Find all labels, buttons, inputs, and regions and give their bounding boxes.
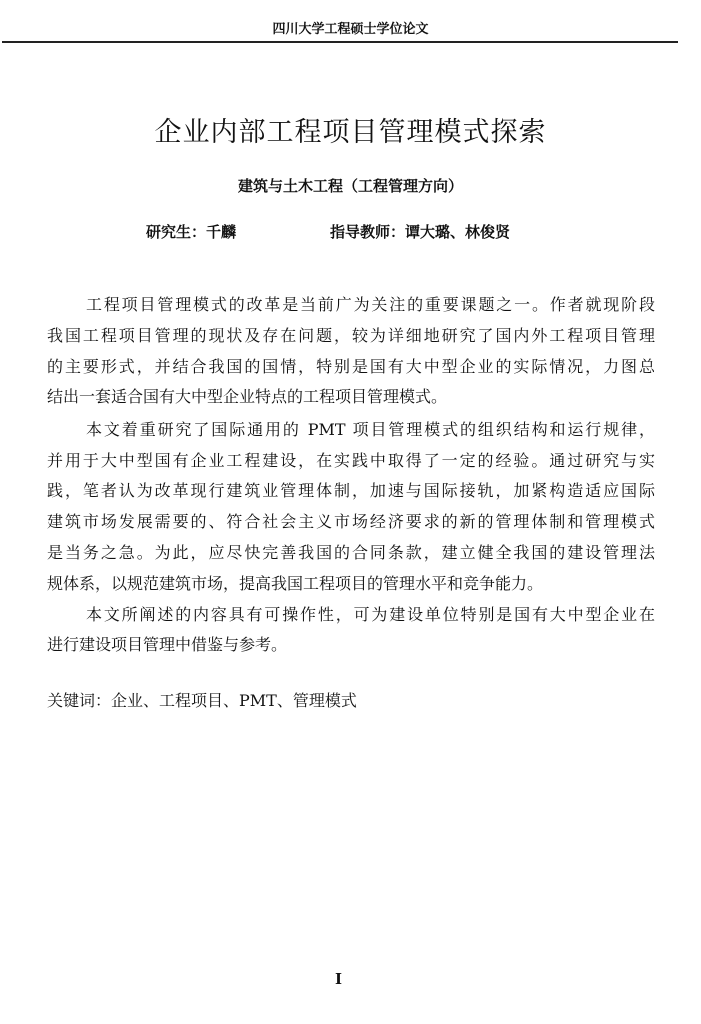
header-rule [2,41,678,43]
student-name: 研究生：千麟 [146,223,237,241]
page-number: I [335,970,343,988]
subtitle: 建筑与土木工程（工程管理方向） [237,177,463,195]
abstract-line: 规体系，以规范建筑市场，提高我国工程项目的管理水平和竞争能力。 [47,574,544,593]
abstract-line: 进行建设项目管理中借鉴与参考。 [47,635,288,654]
abstract-line: 并用于大中型国有企业工程建设，在实践中取得了一定的经验。通过研究与实 [47,451,655,470]
abstract-line: 结出一套适合国有大中型企业特点的工程项目管理模式。 [47,387,448,406]
abstract-line: 是当务之急。为此，应尽快完善我国的合同条款，建立健全我国的建设管理法 [47,543,655,562]
advisor-names: 指导教师：谭大璐、林俊贤 [330,223,511,241]
abstract-line: 本文所阐述的内容具有可操作性，可为建设单位特别是国有大中型企业在 [86,605,655,624]
abstract-line: 践，笔者认为改革现行建筑业管理体制，加速与国际接轨，加紧构造适应国际 [47,481,655,500]
page-title: 企业内部工程项目管理模式探索 [154,117,547,148]
abstract-line: 本文着重研究了国际通用的 PMT 项目管理模式的组织结构和运行规律， [86,420,655,439]
abstract-line: 的主要形式，并结合我国的国情，特别是国有大中型企业的实际情况，力图总 [47,357,655,376]
keywords: 关键词：企业、工程项目、PMT、管理模式 [47,691,357,710]
abstract-line: 工程项目管理模式的改革是当前广为关注的重要课题之一。作者就现阶段 [86,295,655,314]
abstract-line: 我国工程项目管理的现状及存在问题，较为详细地研究了国内外工程项目管理 [47,326,655,345]
abstract-line: 建筑市场发展需要的、符合社会主义市场经济要求的新的管理体制和管理模式 [47,512,655,531]
running-header: 四川大学工程硕士学位论文 [272,22,429,37]
